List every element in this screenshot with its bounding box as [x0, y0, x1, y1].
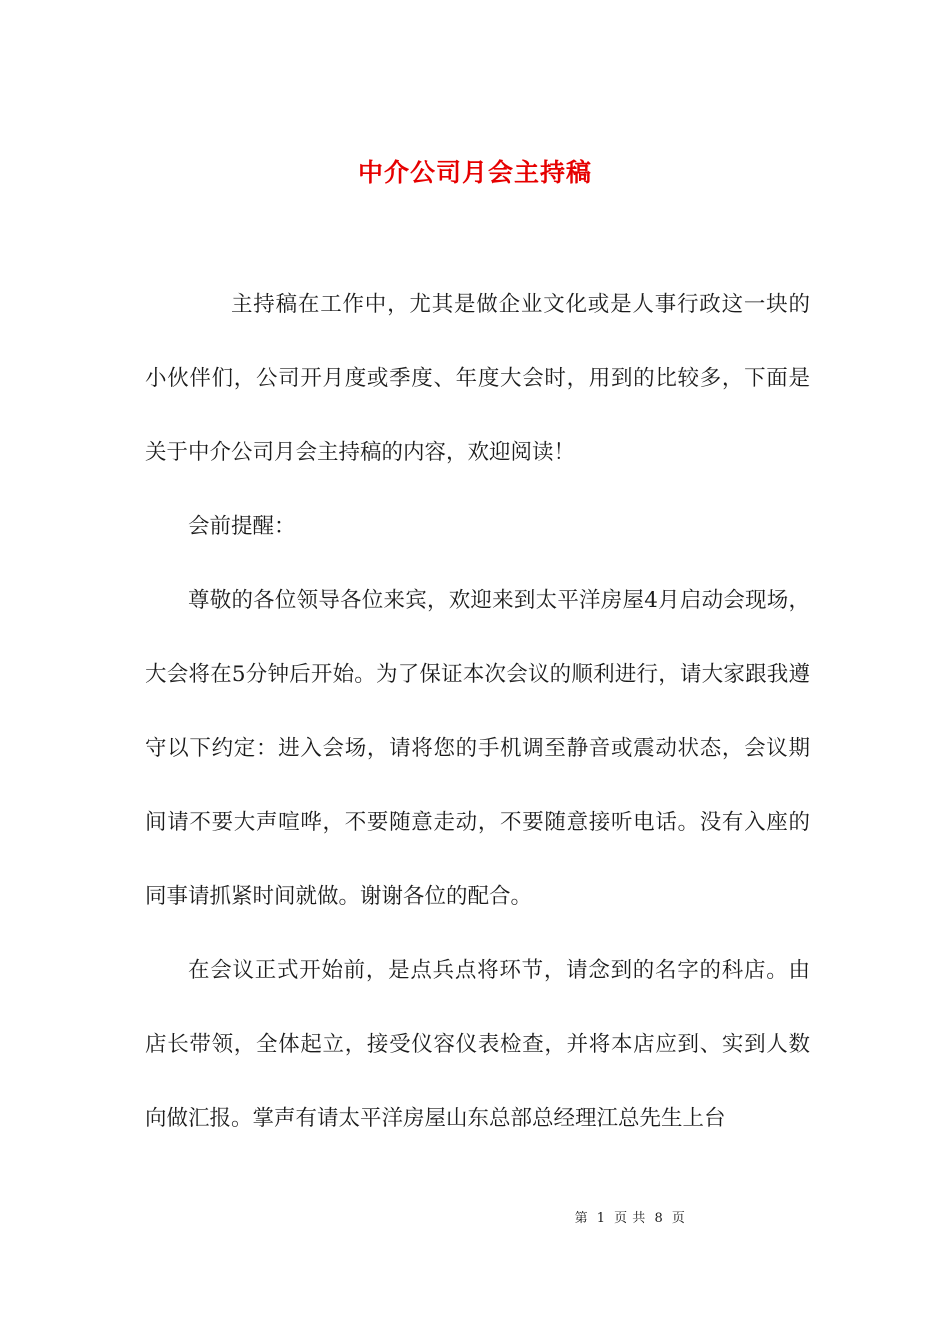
footer-total-pages: 8	[654, 1211, 664, 1226]
paragraph-reminder-heading: 会前提醒：	[188, 514, 296, 539]
document-body	[145, 268, 810, 1156]
paragraph-roll-call: 在会议正式开始前，是点兵点将环节，请念到的名字的科店。由店长带领，全体起立，接受仪容仪表检查，并将本店应到、实到人数向做汇报。掌声有请太平洋房屋山东总部总经理江总先生上台	[145, 958, 810, 1131]
paragraph-intro: 主持稿在工作中，尤其是做企业文化或是人事行政这一块的小伙伴们，公司开月度或季度、年度大会时，用到的比较多，下面是关于中介公司月会主持稿的内容，欢迎阅读！	[145, 292, 810, 465]
footer-middle: 页 共	[614, 1211, 646, 1226]
footer-current-page: 1	[596, 1211, 606, 1226]
page-footer	[0, 1207, 950, 1226]
page-title: 中介公司月会主持稿	[357, 157, 592, 187]
footer-prefix: 第	[574, 1211, 589, 1226]
footer-suffix: 页	[671, 1211, 686, 1226]
paragraph-welcome: 尊敬的各位领导各位来宾，欢迎来到太平洋房屋4月启动会现场，大会将在5分钟后开始。为了保证本次会议的顺利进行，请大家跟我遵守以下约定：进入会场，请将您的手机调至静音或震动状态，会议期间请不要大声喧哗，不要随意走动，不要随意接听电话。没有入座的同事请抓紧时间就做。谢谢各位的配合。	[145, 588, 810, 909]
